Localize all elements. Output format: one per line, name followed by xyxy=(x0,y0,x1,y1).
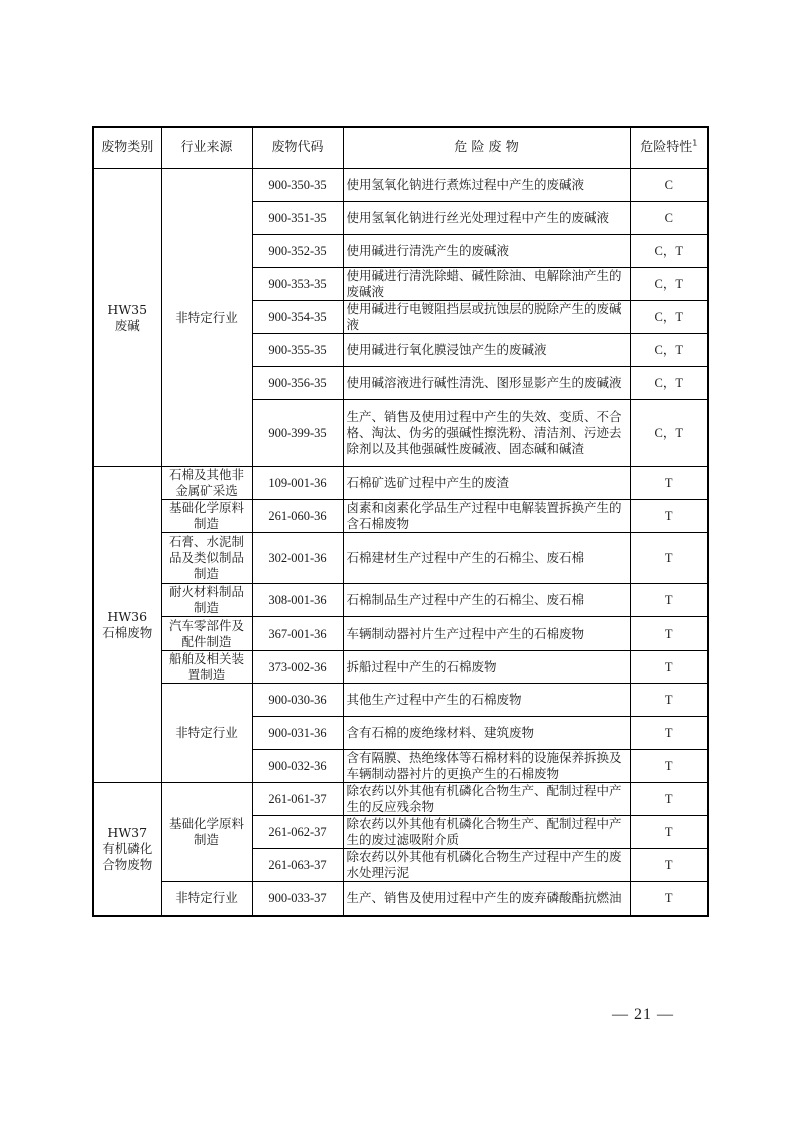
hazard-property-cell: C，T xyxy=(630,400,708,467)
table-row xyxy=(93,882,708,916)
hazard-property-cell: T xyxy=(630,849,708,882)
waste-category-line: HW35 xyxy=(107,301,148,317)
waste-description-cell: 石棉建材生产过程中产生的石棉尘、废石棉 xyxy=(343,533,630,584)
industry-source-line: 置制造 xyxy=(187,667,226,682)
industry-source-line: 非特定行业 xyxy=(175,309,238,325)
industry-source-line: 金属矿采选 xyxy=(175,483,238,498)
waste-description-cell: 生产、销售及使用过程中产生的失效、变质、不合格、淘汰、伪劣的强碱性擦洗粉、清洁剂、污迹去除剂以及其他强碱性废碱液、固态碱和碱渣 xyxy=(343,400,630,467)
waste-code-cell: 900-353-35 xyxy=(252,268,343,301)
hazard-property-cell: T xyxy=(630,651,708,684)
waste-code-cell: 308-001-36 xyxy=(252,584,343,617)
industry-source-line: 制造 xyxy=(193,566,219,581)
industry-source-line: 耐火材料制品 xyxy=(168,584,244,599)
waste-code-cell: 900-399-35 xyxy=(252,400,343,467)
table-header-row xyxy=(93,127,708,169)
waste-description-cell: 石棉矿选矿过程中产生的废渣 xyxy=(343,467,630,500)
waste-code-cell: 900-030-36 xyxy=(252,684,343,717)
header-hazard xyxy=(630,127,708,169)
waste-category-line: HW36 xyxy=(107,608,148,624)
waste-code-cell: 900-356-35 xyxy=(252,367,343,400)
table-body xyxy=(93,169,708,916)
hazard-property-cell: C，T xyxy=(630,334,708,367)
industry-source-line: 非特定行业 xyxy=(175,890,238,906)
waste-code-cell: 261-063-37 xyxy=(252,849,343,882)
table-row xyxy=(93,467,708,500)
industry-source-cell xyxy=(161,617,252,651)
waste-code-cell: 261-062-37 xyxy=(252,816,343,849)
waste-category-cell xyxy=(93,783,161,916)
waste-description-cell: 生产、销售及使用过程中产生的废弃磷酸酯抗燃油 xyxy=(343,882,630,916)
waste-description-cell: 除农药以外其他有机磷化合物生产、配制过程中产生的反应残余物 xyxy=(343,783,630,816)
industry-source-cell xyxy=(161,651,252,684)
table-row xyxy=(93,684,708,717)
industry-source-cell xyxy=(161,584,252,617)
hazard-property-cell: C xyxy=(630,169,708,202)
hazard-property-cell: T xyxy=(630,684,708,717)
industry-source-line: 汽车零部件及 xyxy=(168,617,244,633)
hazard-property-cell: T xyxy=(630,816,708,849)
waste-description-cell: 除农药以外其他有机磷化合物生产过程中产生的废水处理污泥 xyxy=(343,849,630,882)
header-industry: 行业来源 xyxy=(161,127,252,169)
industry-source-line: 制造 xyxy=(193,600,219,615)
waste-code-cell: 900-033-37 xyxy=(252,882,343,916)
industry-source-line: 非特定行业 xyxy=(175,725,238,740)
industry-source-cell xyxy=(161,500,252,533)
waste-description-cell: 含有石棉的废绝缘材料、建筑废物 xyxy=(343,717,630,750)
waste-code-cell: 367-001-36 xyxy=(252,617,343,651)
industry-source-line: 船舶及相关装 xyxy=(168,651,244,666)
hazard-property-cell: C xyxy=(630,202,708,235)
waste-description-cell: 使用碱进行氧化膜浸蚀产生的废碱液 xyxy=(343,334,630,367)
hazard-property-cell: C，T xyxy=(630,268,708,301)
table-row xyxy=(93,169,708,202)
hazard-property-cell: C，T xyxy=(630,367,708,400)
header-code: 废物代码 xyxy=(252,127,343,169)
waste-description-cell: 使用碱溶液进行碱性清洗、图形显影产生的废碱液 xyxy=(343,367,630,400)
industry-source-line: 基础化学原料 xyxy=(168,816,244,831)
waste-code-cell: 900-350-35 xyxy=(252,169,343,202)
waste-description-cell: 使用碱进行电镀阻挡层或抗蚀层的脱除产生的废碱液 xyxy=(343,301,630,334)
industry-source-line: 制造 xyxy=(193,832,219,847)
waste-description-cell: 含有隔膜、热绝缘体等石棉材料的设施保养拆换及车辆制动器衬片的更换产生的石棉废物 xyxy=(343,750,630,783)
industry-source-line: 制造 xyxy=(193,516,219,531)
waste-description-cell: 除农药以外其他有机磷化合物生产、配制过程中产生的废过滤吸附介质 xyxy=(343,816,630,849)
header-category: 废物类别 xyxy=(93,127,161,169)
header-waste: 危 险 废 物 xyxy=(343,127,630,169)
waste-description-cell: 使用氢氧化钠进行丝光处理过程中产生的废碱液 xyxy=(343,202,630,235)
industry-source-line: 基础化学原料 xyxy=(168,500,244,515)
industry-source-cell xyxy=(161,533,252,584)
waste-code-cell: 900-354-35 xyxy=(252,301,343,334)
waste-description-cell: 拆船过程中产生的石棉废物 xyxy=(343,651,630,684)
hazard-property-cell: C，T xyxy=(630,235,708,268)
waste-code-cell: 373-002-36 xyxy=(252,651,343,684)
table-row xyxy=(93,500,708,533)
waste-description-cell: 使用碱进行清洗产生的废碱液 xyxy=(343,235,630,268)
hazard-property-cell: T xyxy=(630,783,708,816)
waste-description-cell: 使用氢氧化钠进行煮炼过程中产生的废碱液 xyxy=(343,169,630,202)
waste-category-line: 石棉废物 xyxy=(102,624,153,640)
waste-category-line: 合物废物 xyxy=(102,856,153,872)
waste-category-line: HW37 xyxy=(107,824,148,840)
hazard-property-cell: T xyxy=(630,617,708,651)
hazard-property-cell: T xyxy=(630,467,708,500)
waste-description-cell: 使用碱进行清洗除蜡、碱性除油、电解除油产生的废碱液 xyxy=(343,268,630,301)
waste-code-cell: 900-032-36 xyxy=(252,750,343,783)
waste-code-cell: 900-351-35 xyxy=(252,202,343,235)
waste-code-cell: 302-001-36 xyxy=(252,533,343,584)
table-row xyxy=(93,584,708,617)
hazard-property-cell: T xyxy=(630,584,708,617)
hazard-property-cell: T xyxy=(630,500,708,533)
waste-code-cell: 900-352-35 xyxy=(252,235,343,268)
industry-source-line: 配件制造 xyxy=(181,633,232,649)
header-hazard-footnote: 1 xyxy=(692,138,698,148)
industry-source-line: 石棉及其他非 xyxy=(168,467,244,482)
waste-category-cell xyxy=(93,467,161,783)
waste-description-cell: 卤素和卤素化学品生产过程中电解装置拆换产生的含石棉废物 xyxy=(343,500,630,533)
hazardous-waste-table xyxy=(92,126,709,917)
industry-source-cell xyxy=(161,684,252,783)
waste-description-cell: 车辆制动器衬片生产过程中产生的石棉废物 xyxy=(343,617,630,651)
waste-code-cell: 261-060-36 xyxy=(252,500,343,533)
industry-source-cell xyxy=(161,783,252,882)
waste-code-cell: 109-001-36 xyxy=(252,467,343,500)
industry-source-line: 品及类似制品 xyxy=(168,550,244,565)
table-row xyxy=(93,533,708,584)
page-number: — 21 — xyxy=(612,1006,674,1023)
hazard-property-cell: C，T xyxy=(630,301,708,334)
waste-description-cell: 石棉制品生产过程中产生的石棉尘、废石棉 xyxy=(343,584,630,617)
industry-source-cell xyxy=(161,882,252,916)
industry-source-cell xyxy=(161,169,252,467)
waste-category-cell xyxy=(93,169,161,467)
hazard-property-cell: T xyxy=(630,750,708,783)
waste-category-line: 废碱 xyxy=(114,317,140,333)
table-row xyxy=(93,651,708,684)
industry-source-line: 石膏、水泥制 xyxy=(168,534,244,549)
waste-category-line: 有机磷化 xyxy=(102,840,153,856)
hazard-property-cell: T xyxy=(630,533,708,584)
table-row xyxy=(93,783,708,816)
table-row xyxy=(93,617,708,651)
waste-code-cell: 261-061-37 xyxy=(252,783,343,816)
waste-description-cell: 其他生产过程中产生的石棉废物 xyxy=(343,684,630,717)
industry-source-cell xyxy=(161,467,252,500)
waste-code-cell: 900-355-35 xyxy=(252,334,343,367)
waste-code-cell: 900-031-36 xyxy=(252,717,343,750)
hazard-property-cell: T xyxy=(630,882,708,916)
hazard-property-cell: T xyxy=(630,717,708,750)
header-hazard-label: 危险特性 xyxy=(640,140,693,155)
